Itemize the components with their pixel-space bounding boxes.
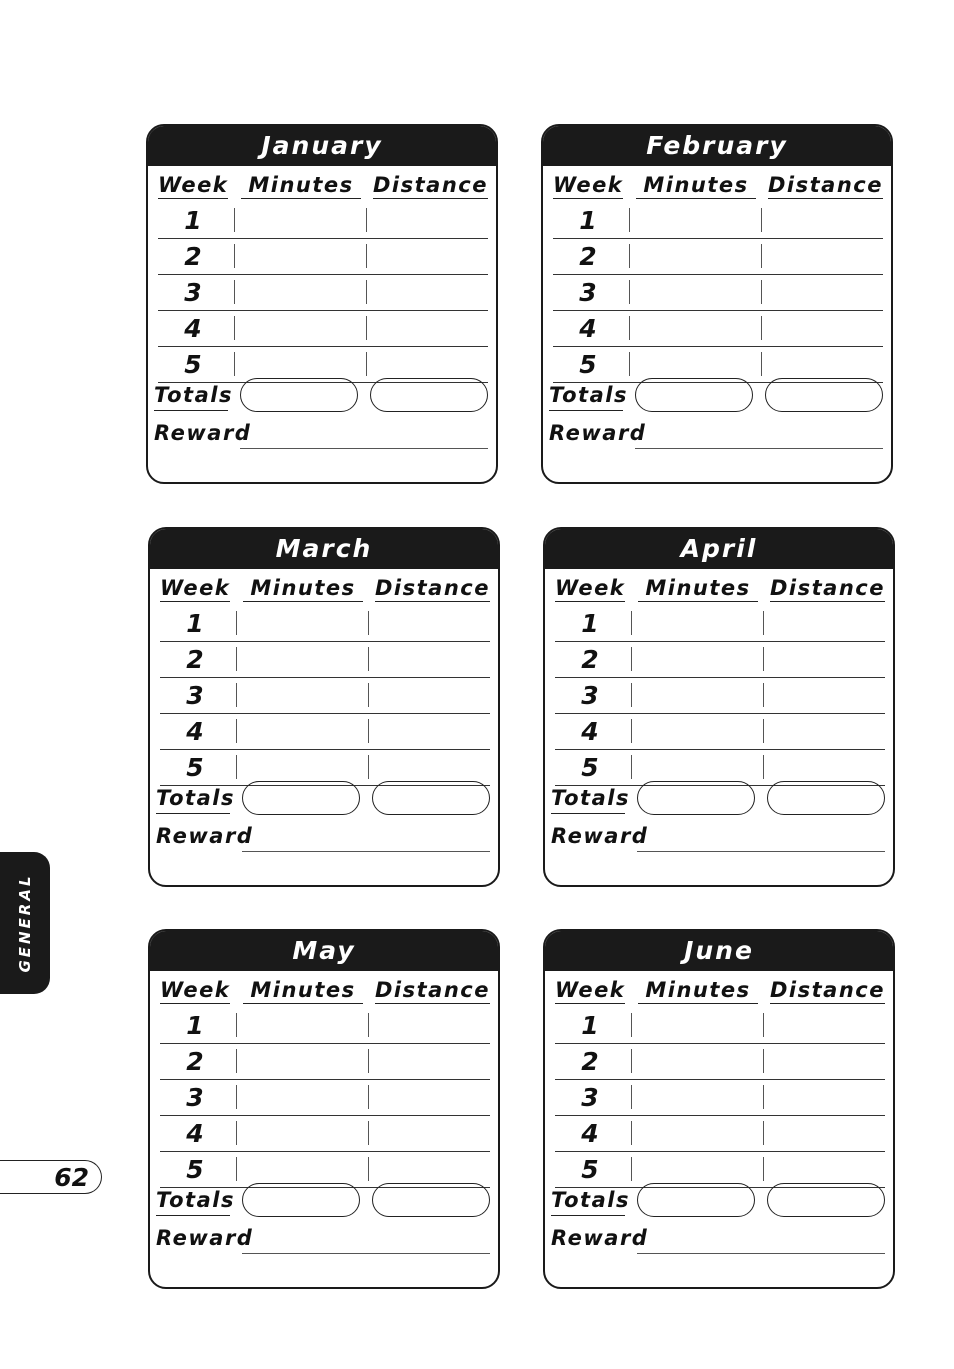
totals-label: Totals [549,378,623,411]
week-number: 3 [186,681,204,710]
distance-cell[interactable] [761,316,762,340]
minutes-cell[interactable] [631,611,632,635]
week-number: 1 [186,609,204,638]
reward-label: Reward [549,421,647,445]
distance-total-field[interactable] [372,1183,490,1217]
totals-label: Totals [551,781,625,814]
week-row [555,1043,885,1080]
week-number: 3 [581,681,599,710]
minutes-cell[interactable] [631,755,632,779]
week-number: 4 [581,1119,599,1148]
totals-label: Totals [154,378,228,411]
distance-header: Distance [375,973,490,1004]
distance-total-field[interactable] [372,781,490,815]
minutes-header: Minutes [243,571,363,602]
minutes-cell[interactable] [631,1157,632,1181]
section-tab-label: GENERAL [16,873,34,973]
distance-header: Distance [770,973,885,1004]
week-row [160,1079,490,1116]
month-title: April [545,529,893,569]
minutes-header: Minutes [638,571,758,602]
week-number: 3 [579,278,597,307]
distance-cell[interactable] [763,1049,764,1073]
distance-cell[interactable] [366,316,367,340]
distance-total-field[interactable] [370,378,488,412]
month-card [543,527,895,887]
reward-label: Reward [154,421,252,445]
week-header: Week [158,168,228,199]
reward-field[interactable] [242,1253,490,1254]
minutes-cell[interactable] [236,683,237,707]
week-number: 5 [186,753,204,782]
distance-total-field[interactable] [767,1183,885,1217]
minutes-cell[interactable] [631,1085,632,1109]
minutes-cell[interactable] [629,280,630,304]
minutes-cell[interactable] [234,280,235,304]
section-tab [0,852,50,994]
reward-label: Reward [551,824,649,848]
week-header: Week [555,571,625,602]
distance-cell[interactable] [366,352,367,376]
week-row [553,202,883,239]
week-row [160,605,490,642]
distance-cell[interactable] [368,719,369,743]
week-number: 4 [186,717,204,746]
week-number: 4 [184,314,202,343]
minutes-cell[interactable] [629,208,630,232]
distance-cell[interactable] [368,683,369,707]
minutes-cell[interactable] [631,647,632,671]
reward-label: Reward [551,1226,649,1250]
week-number: 5 [186,1155,204,1184]
month-title: May [150,931,498,971]
reward-field[interactable] [240,448,488,449]
week-row [158,238,488,275]
minutes-cell[interactable] [631,719,632,743]
distance-cell[interactable] [368,755,369,779]
week-row [555,713,885,750]
week-row [555,641,885,678]
minutes-cell[interactable] [234,244,235,268]
week-row [158,310,488,347]
week-row [158,202,488,239]
minutes-cell[interactable] [631,683,632,707]
week-number: 4 [186,1119,204,1148]
distance-header: Distance [375,571,490,602]
week-number: 2 [581,1047,599,1076]
minutes-total-field[interactable] [637,781,755,815]
week-row [555,1079,885,1116]
distance-cell[interactable] [763,755,764,779]
distance-cell[interactable] [368,611,369,635]
minutes-header: Minutes [636,168,756,199]
month-title: January [148,126,496,166]
week-number: 2 [579,242,597,271]
reward-field[interactable] [635,448,883,449]
week-header: Week [553,168,623,199]
distance-cell[interactable] [763,647,764,671]
minutes-total-field[interactable] [242,1183,360,1217]
week-number: 2 [186,1047,204,1076]
month-card [146,124,498,484]
week-number: 2 [581,645,599,674]
totals-label: Totals [156,781,230,814]
minutes-total-field[interactable] [637,1183,755,1217]
week-number: 4 [579,314,597,343]
distance-cell[interactable] [368,1049,369,1073]
week-row [555,677,885,714]
distance-header: Distance [373,168,488,199]
week-number: 5 [581,1155,599,1184]
week-number: 2 [184,242,202,271]
minutes-cell[interactable] [629,244,630,268]
week-header: Week [555,973,625,1004]
minutes-cell[interactable] [629,316,630,340]
reward-field[interactable] [637,1253,885,1254]
minutes-cell[interactable] [236,611,237,635]
minutes-cell[interactable] [631,1121,632,1145]
minutes-cell[interactable] [234,352,235,376]
minutes-header: Minutes [241,168,361,199]
minutes-cell[interactable] [631,1049,632,1073]
distance-cell[interactable] [761,352,762,376]
week-row [160,1043,490,1080]
week-row [553,238,883,275]
month-title: March [150,529,498,569]
distance-cell[interactable] [761,280,762,304]
minutes-cell[interactable] [236,1157,237,1181]
minutes-cell[interactable] [629,352,630,376]
distance-cell[interactable] [366,244,367,268]
distance-cell[interactable] [366,208,367,232]
distance-header: Distance [770,571,885,602]
distance-cell[interactable] [368,1121,369,1145]
week-number: 5 [184,350,202,379]
distance-header: Distance [768,168,883,199]
minutes-cell[interactable] [236,1013,237,1037]
week-number: 5 [581,753,599,782]
week-row [160,1007,490,1044]
week-number: 1 [581,609,599,638]
week-number: 1 [581,1011,599,1040]
distance-cell[interactable] [761,244,762,268]
week-row [158,274,488,311]
week-number: 3 [581,1083,599,1112]
minutes-cell[interactable] [631,1013,632,1037]
distance-cell[interactable] [763,683,764,707]
week-row [160,677,490,714]
distance-total-field[interactable] [767,781,885,815]
minutes-cell[interactable] [236,647,237,671]
distance-cell[interactable] [366,280,367,304]
minutes-cell[interactable] [236,1049,237,1073]
month-card [148,527,500,887]
minutes-cell[interactable] [234,316,235,340]
week-number: 2 [186,645,204,674]
week-number: 1 [184,206,202,235]
reward-field[interactable] [242,851,490,852]
minutes-total-field[interactable] [635,378,753,412]
totals-label: Totals [551,1183,625,1216]
distance-cell[interactable] [763,1085,764,1109]
month-card [543,929,895,1289]
distance-cell[interactable] [368,1013,369,1037]
week-number: 1 [186,1011,204,1040]
minutes-cell[interactable] [234,208,235,232]
minutes-total-field[interactable] [242,781,360,815]
month-card [148,929,500,1289]
month-card [541,124,893,484]
reward-label: Reward [156,1226,254,1250]
totals-label: Totals [156,1183,230,1216]
month-title: June [545,931,893,971]
reward-label: Reward [156,824,254,848]
week-number: 5 [579,350,597,379]
minutes-total-field[interactable] [240,378,358,412]
minutes-header: Minutes [638,973,758,1004]
reward-field[interactable] [637,851,885,852]
week-header: Week [160,973,230,1004]
week-row [555,1115,885,1152]
minutes-cell[interactable] [236,1121,237,1145]
week-row [555,1007,885,1044]
distance-cell[interactable] [761,208,762,232]
distance-cell[interactable] [763,1013,764,1037]
minutes-cell[interactable] [236,719,237,743]
distance-cell[interactable] [763,1157,764,1181]
minutes-cell[interactable] [236,755,237,779]
distance-cell[interactable] [368,1085,369,1109]
distance-total-field[interactable] [765,378,883,412]
week-row [160,641,490,678]
distance-cell[interactable] [763,1121,764,1145]
week-number: 3 [184,278,202,307]
minutes-cell[interactable] [236,1085,237,1109]
minutes-header: Minutes [243,973,363,1004]
page-number: 62 [54,1163,89,1192]
distance-cell[interactable] [368,1157,369,1181]
distance-cell[interactable] [368,647,369,671]
page-number-tab [0,1160,102,1194]
week-row [553,310,883,347]
week-number: 1 [579,206,597,235]
month-title: February [543,126,891,166]
week-header: Week [160,571,230,602]
week-row [160,1115,490,1152]
week-number: 4 [581,717,599,746]
week-number: 3 [186,1083,204,1112]
week-row [553,274,883,311]
week-row [160,713,490,750]
distance-cell[interactable] [763,719,764,743]
distance-cell[interactable] [763,611,764,635]
week-row [555,605,885,642]
